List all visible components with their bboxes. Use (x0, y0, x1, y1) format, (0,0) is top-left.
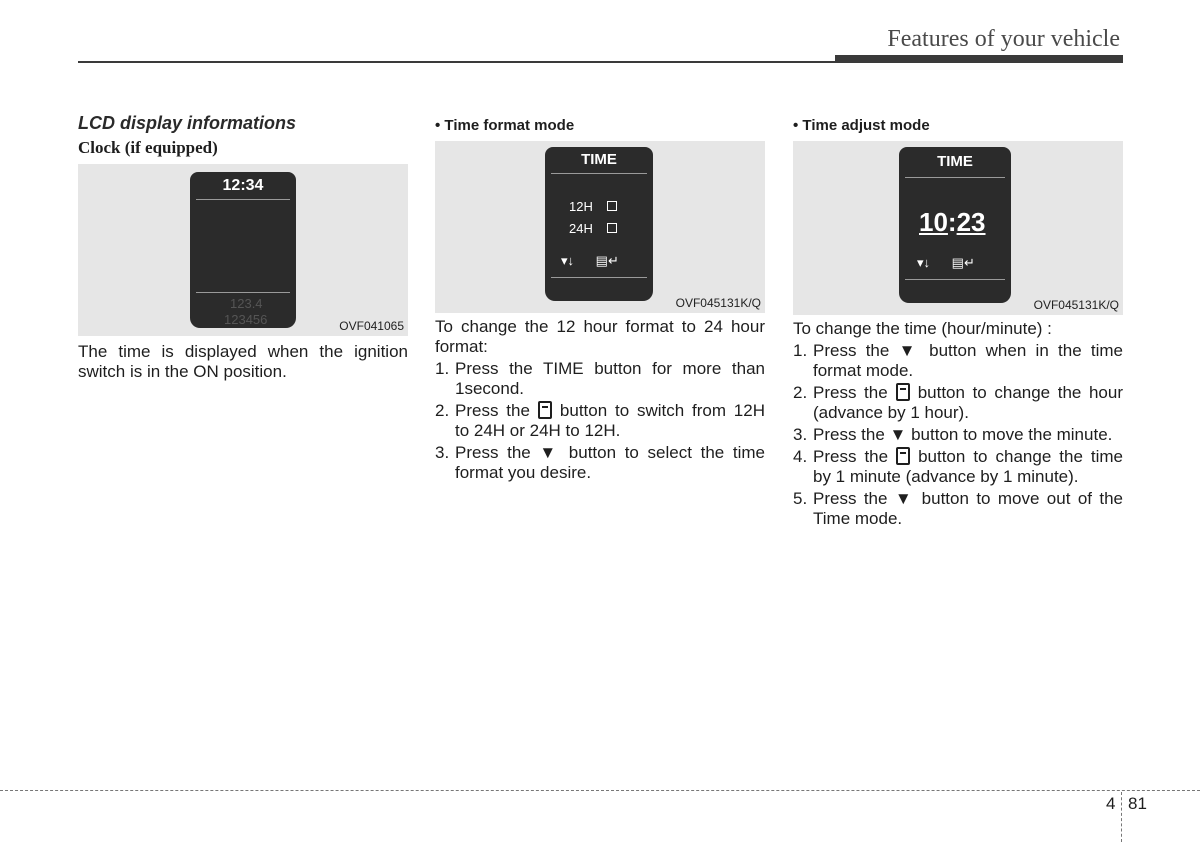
step-number: 1. (435, 359, 450, 378)
format-steps (435, 359, 765, 483)
list-item (435, 359, 765, 399)
lcd-odo-value: 123456 (224, 312, 268, 327)
adjust-steps (793, 341, 1123, 529)
chapter-number: 4 (1106, 794, 1116, 813)
lcd-divider (905, 177, 1005, 178)
lcd-clock-time: 12:34 (222, 177, 264, 194)
step-text: Press the ▼ button when in the time format mode. (813, 341, 1123, 380)
figure-time-adjust (793, 141, 1123, 315)
lcd-divider (905, 279, 1005, 280)
figure-clock-display (78, 164, 408, 336)
figure-code: OVF045131K/Q (675, 296, 761, 310)
figure-label: • Time adjust mode (793, 117, 930, 134)
lcd-divider (551, 277, 647, 278)
lcd-minute: 23 (956, 207, 986, 237)
figure-code: OVF041065 (339, 319, 404, 333)
lcd-panel (899, 147, 1011, 303)
step-text: Press the ▼ button to move the minute. (813, 425, 1113, 444)
lcd-divider (551, 173, 647, 174)
lcd-panel (545, 147, 653, 301)
column-time-adjust (793, 113, 1123, 531)
step-text-pre: Press the (455, 401, 530, 420)
step-text (455, 401, 765, 441)
figure-code: OVF045131K/Q (1033, 298, 1119, 312)
lcd-title: TIME (581, 151, 617, 168)
clock-description: The time is displayed when the ignition switch is in the ON position. (78, 342, 408, 381)
option-24h-label: 24H (569, 221, 593, 236)
list-item (793, 425, 1123, 445)
figure-label: • Time format mode (435, 117, 575, 134)
list-item (435, 401, 765, 441)
section-title: LCD display informations (78, 113, 297, 133)
arrow-down-icon: ▾↓ (917, 255, 931, 270)
page-number: 81 (1128, 794, 1147, 813)
page-header-title: Features of your vehicle (887, 26, 1120, 52)
lcd-hour: 10 (919, 207, 948, 237)
lcd-time-value (919, 207, 986, 238)
step-text (813, 383, 1123, 423)
lcd-trip-value: 123.4 (230, 296, 263, 311)
list-item (793, 489, 1123, 529)
checkbox-icon (607, 201, 617, 211)
step-number: 4. (793, 447, 808, 466)
lcd-controls (917, 255, 975, 271)
figure-label-text: Time adjust mode (802, 117, 930, 134)
lcd-divider (196, 292, 290, 293)
step-text: Press the ▼ button to select the time format you desire. (455, 443, 765, 482)
step-text-post: button to change the time by 1 minute (advance by 1 minute). (813, 447, 1123, 486)
step-number: 1. (793, 341, 808, 360)
arrow-down-icon: ▾↓ (561, 253, 575, 268)
step-text-post: button to switch from 12H to 24H or 24H to 12H. (455, 401, 765, 440)
step-text: Press the TIME button for more than 1second. (455, 359, 765, 398)
list-item (793, 341, 1123, 381)
page-number-separator (1121, 792, 1122, 842)
page-icon: ▤↵ (595, 253, 619, 268)
format-intro: To change the 12 hour format to 24 hour format: (435, 317, 765, 356)
step-number: 5. (793, 489, 808, 508)
lcd-title: TIME (937, 153, 973, 170)
step-number: 2. (435, 401, 450, 420)
step-text-post: button to change the hour (advance by 1 hour). (813, 383, 1124, 422)
page-icon (538, 401, 552, 419)
step-number: 3. (435, 443, 450, 462)
column-time-format (435, 113, 765, 485)
lcd-time-separator: : (947, 207, 957, 237)
header-rule-bar (835, 55, 1123, 63)
lcd-option-12h (569, 199, 617, 214)
footer-divider (0, 790, 1200, 791)
lcd-controls (561, 253, 619, 269)
step-number: 2. (793, 383, 808, 402)
figure-time-format (435, 141, 765, 313)
adjust-intro: To change the time (hour/minute) : (793, 319, 1052, 338)
subheading-clock: Clock (if equipped) (78, 138, 218, 157)
lcd-option-24h (569, 221, 617, 236)
step-text: Press the ▼ button to move out of the Time mode. (813, 489, 1123, 528)
page-icon (896, 447, 910, 465)
page-icon (896, 383, 910, 401)
step-text-pre: Press the (813, 383, 888, 402)
column-clock (78, 113, 408, 382)
list-item (435, 443, 765, 483)
figure-label-text: Time format mode (444, 117, 575, 134)
lcd-panel (190, 172, 296, 328)
option-12h-label: 12H (569, 199, 593, 214)
list-item (793, 447, 1123, 487)
checkbox-icon (607, 223, 617, 233)
step-text (813, 447, 1123, 487)
lcd-divider (196, 199, 290, 200)
page-icon: ▤↵ (951, 255, 975, 270)
step-number: 3. (793, 425, 808, 444)
step-text-pre: Press the (813, 447, 889, 466)
list-item (793, 383, 1123, 423)
header-rule (78, 61, 835, 63)
